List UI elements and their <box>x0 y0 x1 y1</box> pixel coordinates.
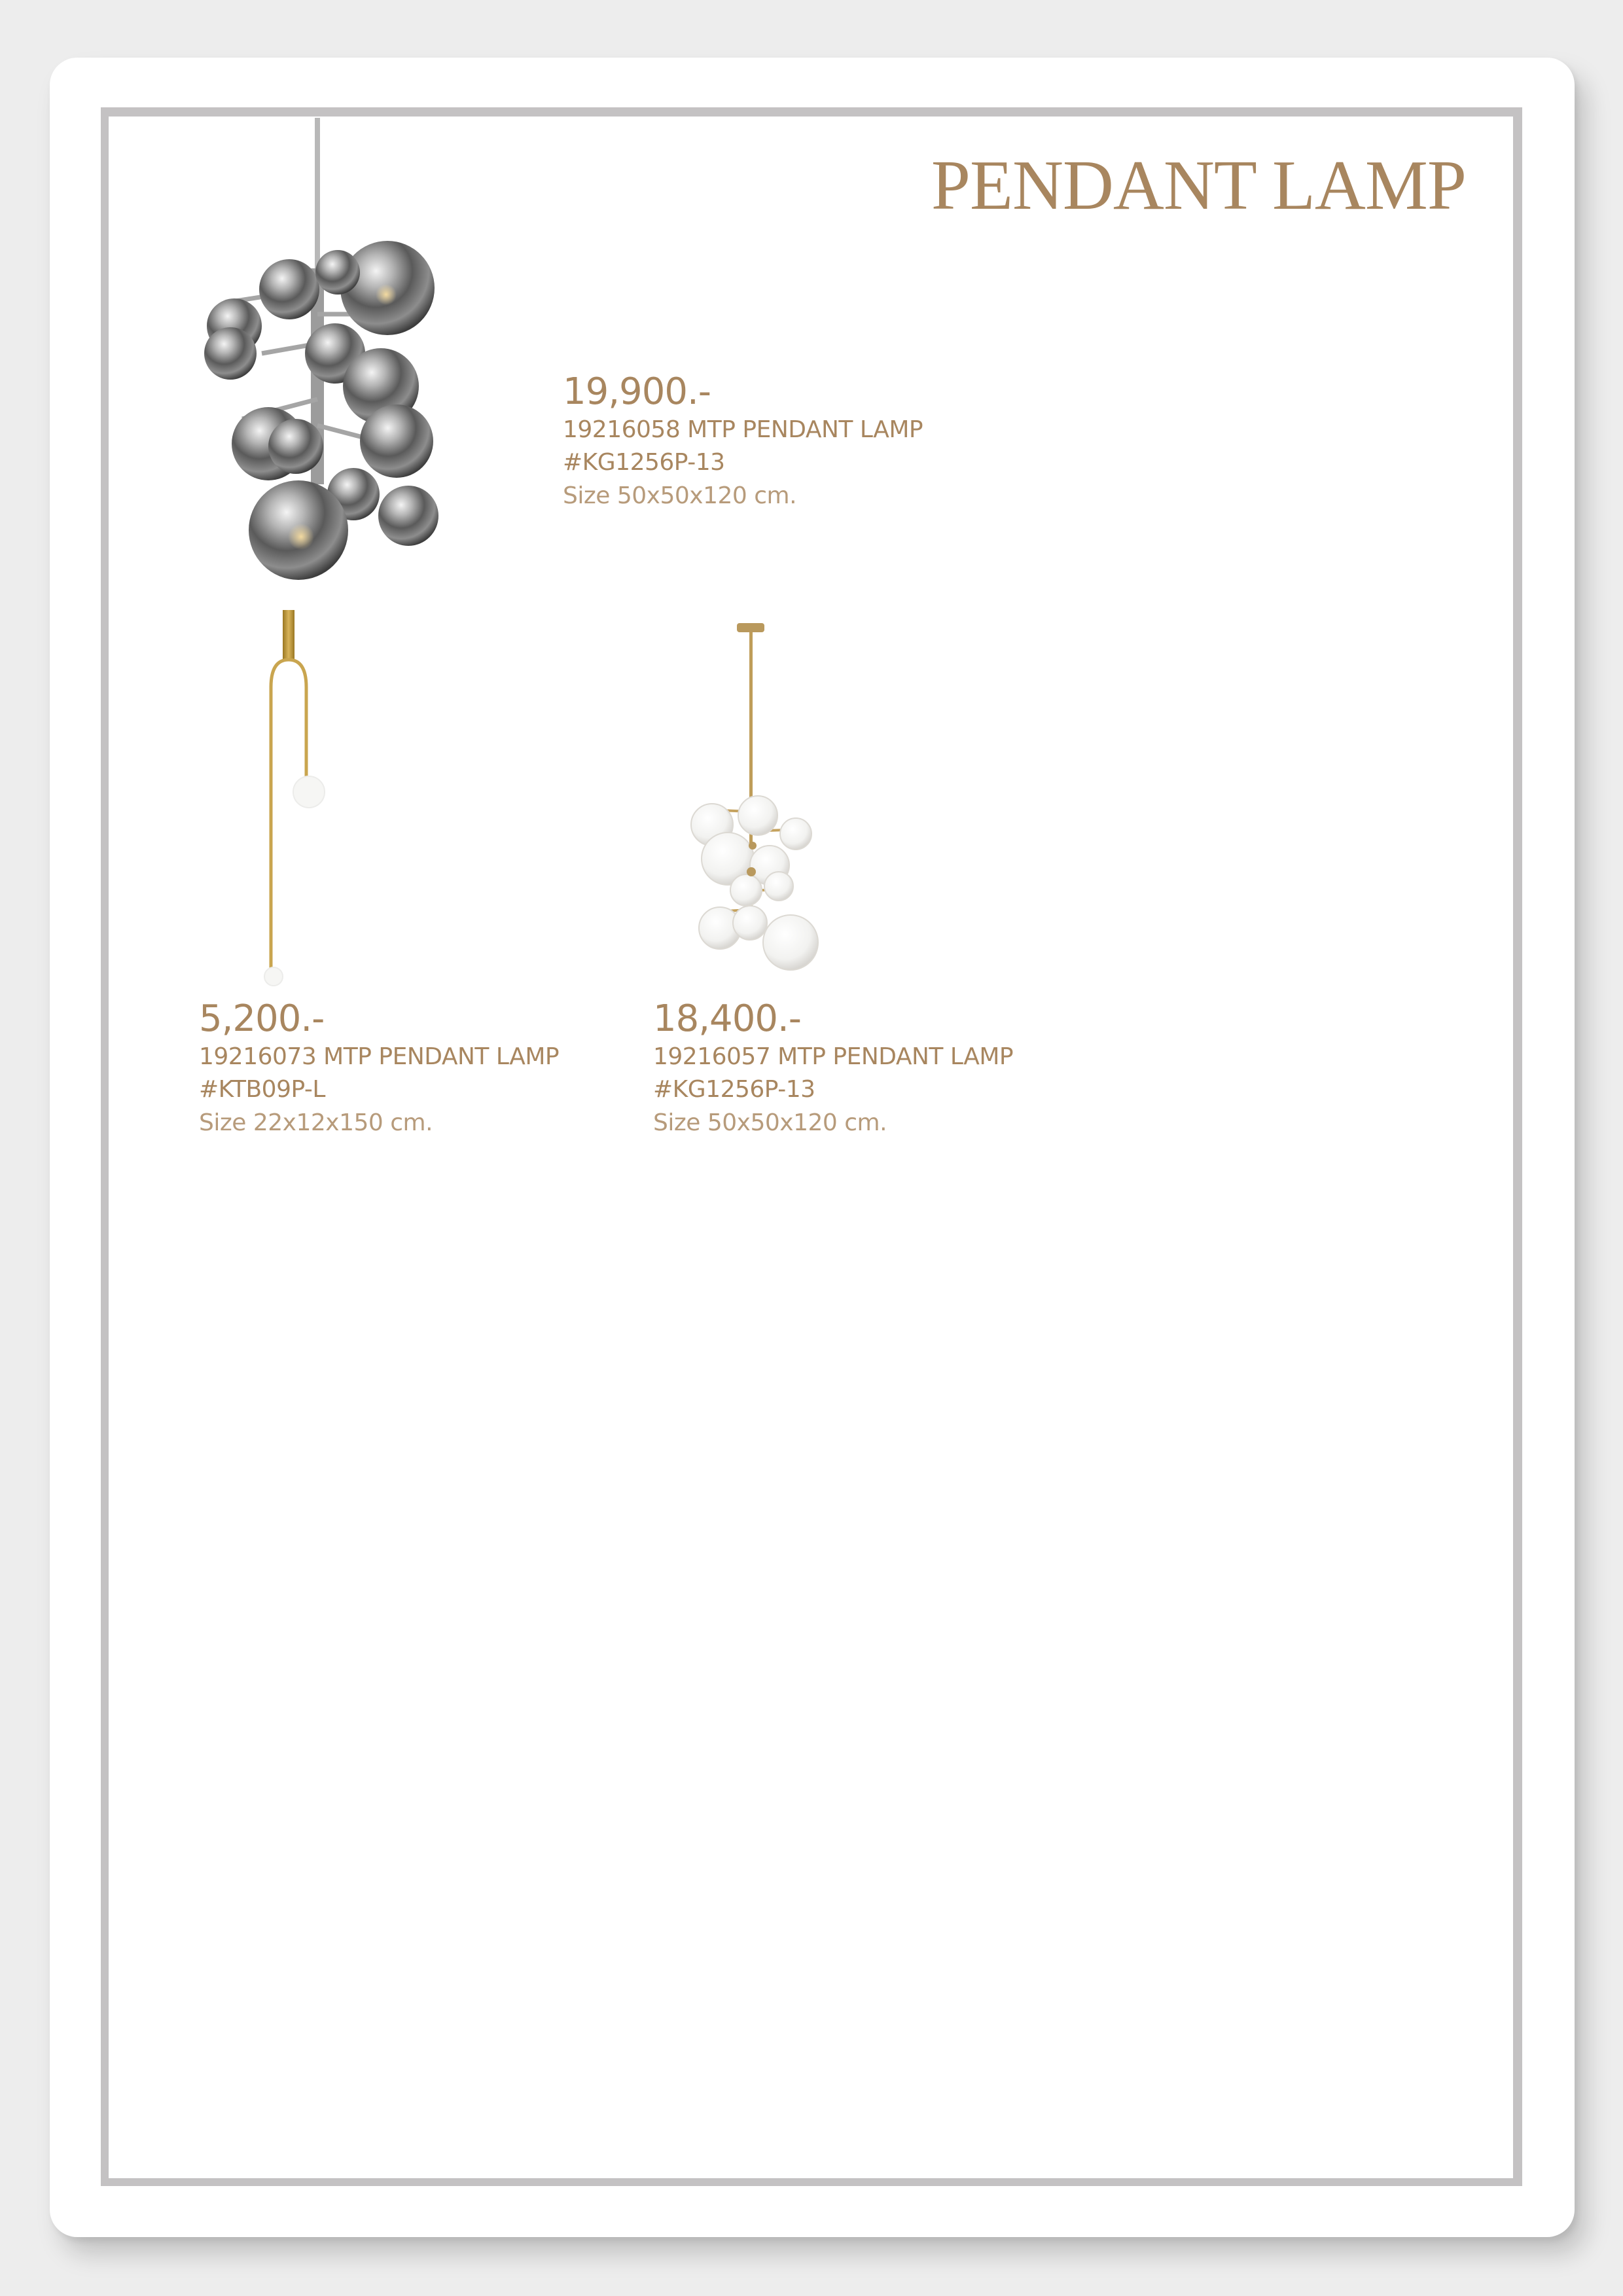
product-price: 5,200.- <box>199 997 325 1040</box>
product-price: 19,900.- <box>563 370 711 413</box>
chrome-globe-cluster-pendant-image <box>183 118 458 589</box>
clear-glass-globe-cluster-pendant-image <box>681 615 838 982</box>
product-size: Size 22x12x150 cm. <box>199 1109 433 1136</box>
product-size: Size 50x50x120 cm. <box>563 482 797 509</box>
product-card-2 <box>199 997 559 1140</box>
product-card-1 <box>563 370 923 513</box>
page-title: PENDANT LAMP <box>931 147 1466 224</box>
product-name: 19216057 MTP PENDANT LAMP <box>653 1043 1014 1070</box>
brass-loop-rod-pendant-image <box>249 602 340 995</box>
product-name: 19216073 MTP PENDANT LAMP <box>199 1043 560 1070</box>
product-code: #KTB09P-L <box>199 1076 325 1103</box>
product-size: Size 50x50x120 cm. <box>653 1109 887 1136</box>
product-code: #KG1256P-13 <box>563 449 725 476</box>
product-code: #KG1256P-13 <box>653 1076 815 1103</box>
product-card-3 <box>653 997 1013 1140</box>
product-price: 18,400.- <box>653 997 801 1040</box>
product-name: 19216058 MTP PENDANT LAMP <box>563 416 923 443</box>
